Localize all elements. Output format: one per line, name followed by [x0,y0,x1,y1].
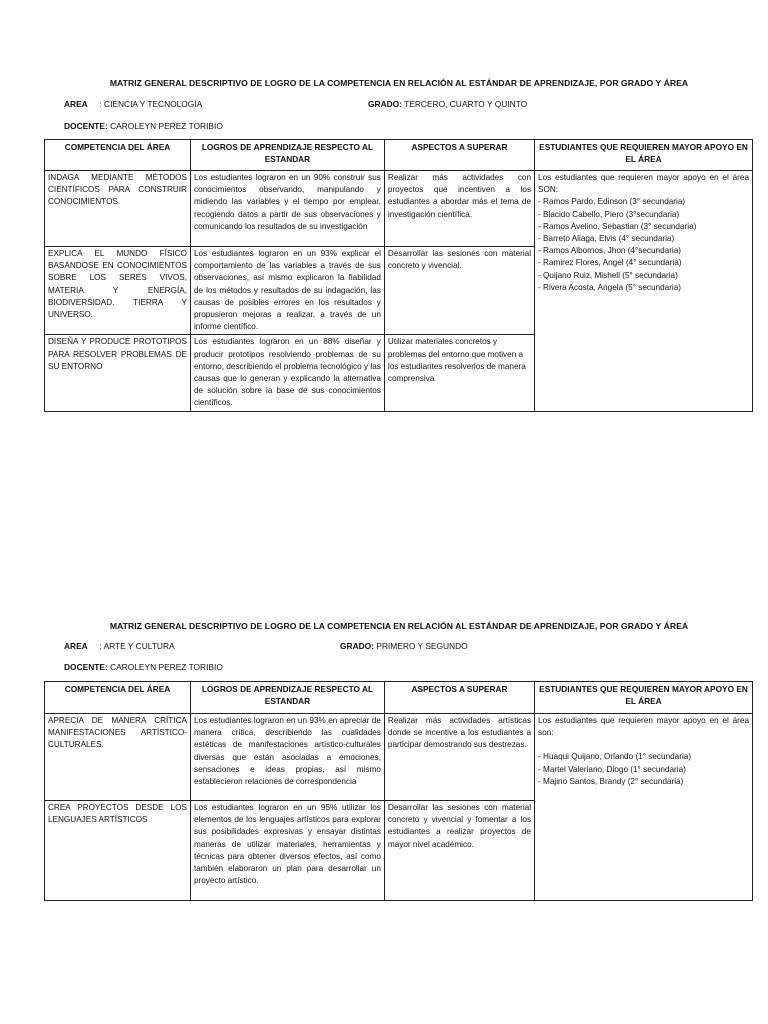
header-competencia: COMPETENCIA DEL ÁREA [45,682,191,714]
student-item: - Barreto Aliaga, Elvis (4° secundaria) [538,234,675,244]
header-estudiantes: ESTUDIANTES QUE REQUIEREN MAYOR APOYO EN EL ÁREA [535,682,753,714]
aspectos-cell: Realizar más actividades artísticas donde se incentive a los estudiantes a participar demostrando sus destrezas. [384,714,534,801]
student-item: - Ramirez Flores, Angel (4° secundaria) [538,258,682,268]
competencia-cell: CREA PROYECTOS DESDE LOS LENGUAJES ARTÍSTICOS [45,801,191,901]
matrix-section-1 [44,78,754,418]
competencia-cell: EXPLICA EL MUNDO FÍSICO BASÁNDOSE EN CONOCIMIENTOS SOBRE LOS SERES VIVOS, MATERIA Y ENERGÍA, BIODIVERSIDAD, TIERRA Y UNIVERSO. [45,247,191,335]
estudiantes-intro: Los estudiantes que requieren mayor apoyo en el área SON: [538,173,749,195]
aspectos-cell: Desarrollar las sesiones con material concreto y vivencial y fomentar a los estudiantes a realizar proyectos de mayor nivel académico. [384,801,534,901]
achievement-table [44,139,753,412]
docente-line [64,662,223,672]
docente-value: CAROLEYN PEREZ TORIBIO [110,662,223,672]
grado-label: GRADO: [368,99,402,109]
logros-cell: Los estudiantes lograron en un 95% utilizar los elementos de los lenguajes artísticos para explorar sus posibilidades expresivas y ensayar distintas maneras de utilizar materiales, herramientas y técnicas para obtener diversos efectos, así como también elaboraron un plan para desarrollar un proyecto artístico. [190,801,384,901]
student-item: - Martel Valeriano, Diogo (1° secundaria) [538,764,686,774]
grado-line [340,641,468,651]
header-logros: LOGROS DE APRENDIZAJE RESPECTO AL ESTANDAR [190,682,384,714]
student-item: - Huaqui Quijano, Orlando (1° secundaria) [538,752,692,762]
competencia-cell: INDAGA MEDIANTE MÉTODOS CIENTÍFICOS PARA CONSTRUIR CONOCIMIENTOS. [45,171,191,247]
estudiantes-cell [535,171,753,412]
docente-label: DOCENTE: [64,662,108,672]
student-item: - Ramos Albornos, Jhon (4°secundaria) [538,246,682,256]
estudiantes-cell [535,714,753,901]
student-item: - Ramos Pardo, Edinson (3° secundaria) [538,197,686,207]
estudiantes-intro: Los estudiantes que requieren mayor apoyo en el área son: [538,716,749,738]
area-line [64,99,202,109]
area-value: : CIENCIA Y TECNOLOGÍA [99,99,203,109]
header-aspectos: ASPECTOS A SUPERAR [384,682,534,714]
aspectos-cell: Desarrollar las sesiones con material concreto y vivencial. [384,247,534,335]
student-item: - Rivera Acosta, Angela (5° secundaria) [538,282,682,292]
grado-value: TERCERO, CUARTO Y QUINTO [404,99,528,109]
aspectos-cell: Utilizar materiales concretos y problemas del entorno que motiven a los estudiantes resolverlos de manera comprensiva [384,335,534,411]
logros-cell: Los estudiantes lograron en un 93% explicar el comportamiento de las variables a través de sus observaciones, así mismo explicaron la fiabilidad de los métodos y resultados de su indagación, las causas de posibles errores en los resultados y propusieron mejoras a realizar, a través de un informe científico. [190,247,384,335]
docente-value: CAROLEYN PEREZ TORIBIO [110,121,223,131]
matrix-title: MATRIZ GENERAL DESCRIPTIVO DE LOGRO DE LA COMPETENCIA EN RELACIÓN AL ESTÁNDAR DE APRENDIZAJE, POR GRADO Y ÁREA [109,78,689,88]
area-line [64,641,175,651]
area-value: : ARTE Y CULTURA [99,641,175,651]
header-estudiantes: ESTUDIANTES QUE REQUIEREN MAYOR APOYO EN EL ÁREA [535,140,753,171]
logros-cell: Los estudiantes lograron en un 93% en apreciar de manera crítica, describiendo las cualidades estéticas de manifestaciones artístico-culturales diversas que están asociadas a emociones, sensaciones e ideas propias, así mismo establecieron relaciones de correspondencia [190,714,384,801]
logros-cell: Los estudiantes lograron en un 88% diseñar y producir prototipos resolviendo problemas de su entorno, describiendo el problema tecnológico y las causas que lo generan y explicando la alternativa de solución sobre la base de sus conocimientos científicos. [190,335,384,411]
header-aspectos: ASPECTOS A SUPERAR [384,140,534,171]
matrix-title: MATRIZ GENERAL DESCRIPTIVO DE LOGRO DE LA COMPETENCIA EN RELACIÓN AL ESTÁNDAR DE APRENDIZAJE, POR GRADO Y ÁREA [109,621,689,631]
student-item: - Blacido Cabello, Piero (3°secundaria) [538,209,680,219]
achievement-table [44,681,753,901]
student-item: - Ramos Avelino, Sebastian (3° secundaria) [538,221,697,231]
grado-label: GRADO: [340,641,374,651]
grado-value: PRIMERO Y SEGUNDO [376,641,468,651]
aspectos-cell: Realizar más actividades con proyectos que incentiven a los estudiantes a abordar más el tema de investigación científica. [384,171,534,247]
docente-label: DOCENTE: [64,121,108,131]
docente-line [64,121,223,131]
header-competencia: COMPETENCIA DEL ÁREA [45,140,191,171]
student-item: - Quijano Ruiz, Mishell (5° secundaria) [538,270,678,280]
area-label: AREA [64,641,88,651]
matrix-section-2 [44,621,754,911]
competencia-cell: APRECIA DE MANERA CRÍTICA MANIFESTACIONES ARTÍSTICO-CULTURALES. [45,714,191,801]
area-label: AREA [64,99,88,109]
spacer [538,739,749,751]
logros-cell: Los estudiantes lograron en un 90% construir sus conocimientos observando, manipulando y midiendo las variables y el tiempo por emplear, recogiendo datos a partir de sus observaciones y comunicando los resultados de su investigación [190,171,384,247]
grado-line [368,99,527,109]
header-logros: LOGROS DE APRENDIZAJE RESPECTO AL ESTANDAR [190,140,384,171]
student-item: - Majino Santos, Brandy (2° secundaria) [538,776,684,786]
competencia-cell: DISEÑA Y PRODUCE PROTOTIPOS PARA RESOLVER PROBLEMAS DE SU ENTORNO [45,335,191,411]
